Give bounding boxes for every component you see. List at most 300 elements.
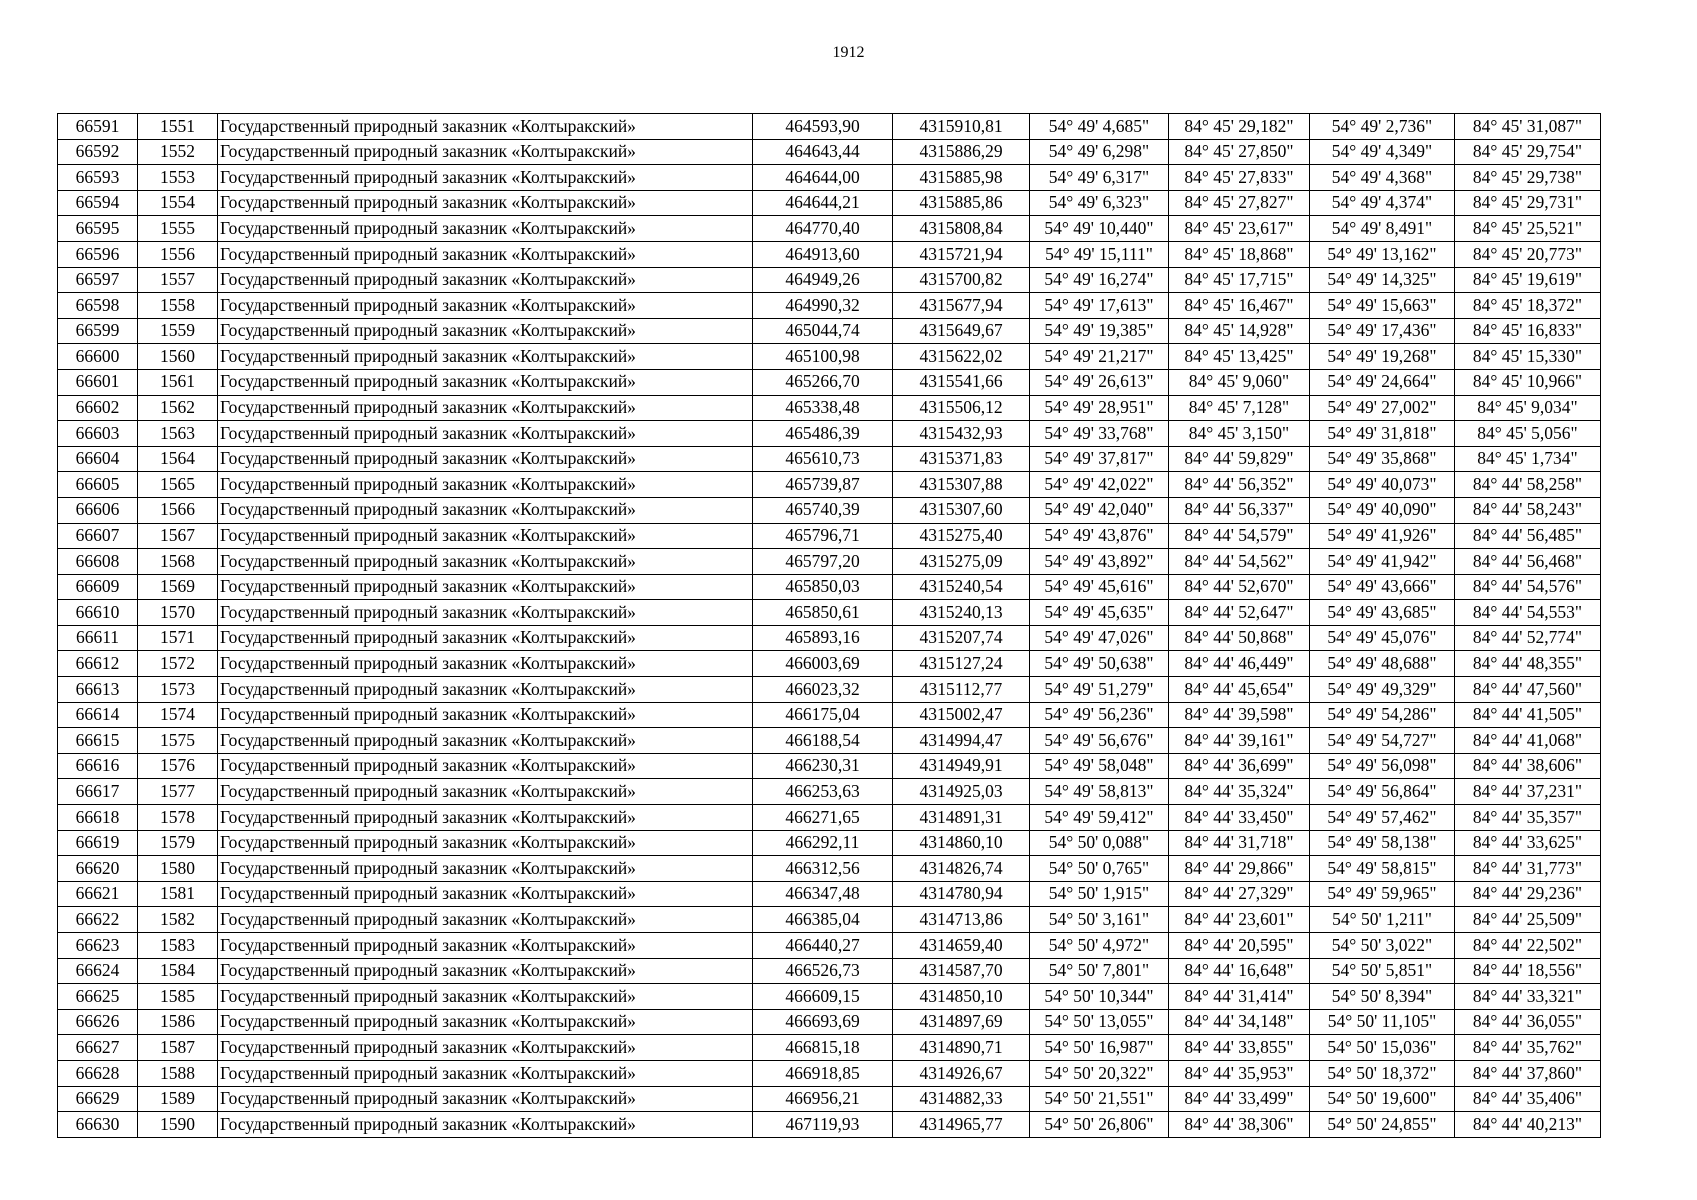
- longitude-2-cell: 84° 45' 29,738": [1455, 165, 1601, 191]
- x-coordinate-cell: 466175,04: [753, 702, 893, 728]
- longitude-1-cell: 84° 45' 7,128": [1169, 395, 1310, 421]
- point-number-cell: 1590: [138, 1112, 218, 1138]
- longitude-1-cell: 84° 45' 14,928": [1169, 318, 1310, 344]
- latitude-2-cell: 54° 50' 11,105": [1310, 1009, 1455, 1035]
- row-id-cell: 66623: [58, 933, 138, 959]
- table-row: [58, 318, 1601, 344]
- longitude-2-cell: 84° 44' 54,576": [1455, 574, 1601, 600]
- x-coordinate-cell: 465797,20: [753, 549, 893, 575]
- latitude-2-cell: 54° 49' 24,664": [1310, 369, 1455, 395]
- y-coordinate-cell: 4314780,94: [893, 881, 1030, 907]
- latitude-2-cell: 54° 49' 54,286": [1310, 702, 1455, 728]
- y-coordinate-cell: 4315112,77: [893, 677, 1030, 703]
- table-row: [58, 933, 1601, 959]
- latitude-1-cell: 54° 50' 16,987": [1030, 1035, 1169, 1061]
- page-number: 1912: [832, 44, 865, 61]
- latitude-2-cell: 54° 50' 3,022": [1310, 933, 1455, 959]
- point-number-cell: 1575: [138, 728, 218, 754]
- latitude-1-cell: 54° 49' 6,317": [1030, 165, 1169, 191]
- latitude-1-cell: 54° 49' 42,022": [1030, 472, 1169, 498]
- longitude-1-cell: 84° 44' 36,699": [1169, 753, 1310, 779]
- x-coordinate-cell: 466023,32: [753, 677, 893, 703]
- latitude-2-cell: 54° 49' 41,926": [1310, 523, 1455, 549]
- point-number-cell: 1585: [138, 984, 218, 1010]
- y-coordinate-cell: 4314850,10: [893, 984, 1030, 1010]
- longitude-2-cell: 84° 45' 29,754": [1455, 139, 1601, 165]
- row-id-cell: 66629: [58, 1086, 138, 1112]
- x-coordinate-cell: 466188,54: [753, 728, 893, 754]
- point-number-cell: 1589: [138, 1086, 218, 1112]
- point-number-cell: 1574: [138, 702, 218, 728]
- x-coordinate-cell: 464593,90: [753, 114, 893, 140]
- name-cell: Государственный природный заказник «Колтыракский»: [218, 677, 753, 703]
- table-row: [58, 114, 1601, 140]
- longitude-1-cell: 84° 45' 27,827": [1169, 190, 1310, 216]
- longitude-2-cell: 84° 44' 58,258": [1455, 472, 1601, 498]
- longitude-1-cell: 84° 45' 13,425": [1169, 344, 1310, 370]
- table-row: [58, 216, 1601, 242]
- longitude-2-cell: 84° 45' 5,056": [1455, 421, 1601, 447]
- longitude-1-cell: 84° 44' 38,306": [1169, 1112, 1310, 1138]
- row-id-cell: 66598: [58, 293, 138, 319]
- x-coordinate-cell: 466440,27: [753, 933, 893, 959]
- longitude-2-cell: 84° 44' 41,068": [1455, 728, 1601, 754]
- point-number-cell: 1561: [138, 369, 218, 395]
- point-number-cell: 1571: [138, 625, 218, 651]
- x-coordinate-cell: 466230,31: [753, 753, 893, 779]
- latitude-2-cell: 54° 49' 4,368": [1310, 165, 1455, 191]
- y-coordinate-cell: 4315207,74: [893, 625, 1030, 651]
- table-row: [58, 369, 1601, 395]
- point-number-cell: 1581: [138, 881, 218, 907]
- name-cell: Государственный природный заказник «Колтыракский»: [218, 1035, 753, 1061]
- latitude-2-cell: 54° 50' 18,372": [1310, 1060, 1455, 1086]
- latitude-1-cell: 54° 49' 56,236": [1030, 702, 1169, 728]
- name-cell: Государственный природный заказник «Колтыракский»: [218, 958, 753, 984]
- table-row: [58, 497, 1601, 523]
- table-row: [58, 779, 1601, 805]
- x-coordinate-cell: 465740,39: [753, 497, 893, 523]
- name-cell: Государственный природный заказник «Колтыракский»: [218, 472, 753, 498]
- longitude-1-cell: 84° 45' 29,182": [1169, 114, 1310, 140]
- point-number-cell: 1559: [138, 318, 218, 344]
- row-id-cell: 66617: [58, 779, 138, 805]
- table-row: [58, 1009, 1601, 1035]
- longitude-1-cell: 84° 45' 9,060": [1169, 369, 1310, 395]
- table-row: [58, 165, 1601, 191]
- longitude-2-cell: 84° 45' 19,619": [1455, 267, 1601, 293]
- latitude-1-cell: 54° 49' 59,412": [1030, 805, 1169, 831]
- longitude-2-cell: 84° 44' 48,355": [1455, 651, 1601, 677]
- row-id-cell: 66616: [58, 753, 138, 779]
- longitude-1-cell: 84° 44' 35,953": [1169, 1060, 1310, 1086]
- point-number-cell: 1578: [138, 805, 218, 831]
- point-number-cell: 1572: [138, 651, 218, 677]
- longitude-2-cell: 84° 44' 41,505": [1455, 702, 1601, 728]
- name-cell: Государственный природный заказник «Колтыракский»: [218, 856, 753, 882]
- row-id-cell: 66612: [58, 651, 138, 677]
- x-coordinate-cell: 466312,56: [753, 856, 893, 882]
- y-coordinate-cell: 4314965,77: [893, 1112, 1030, 1138]
- name-cell: Государственный природный заказник «Колтыракский»: [218, 1060, 753, 1086]
- name-cell: Государственный природный заказник «Колтыракский»: [218, 421, 753, 447]
- point-number-cell: 1566: [138, 497, 218, 523]
- latitude-1-cell: 54° 49' 28,951": [1030, 395, 1169, 421]
- row-id-cell: 66591: [58, 114, 138, 140]
- y-coordinate-cell: 4314994,47: [893, 728, 1030, 754]
- longitude-1-cell: 84° 44' 31,718": [1169, 830, 1310, 856]
- longitude-2-cell: 84° 44' 31,773": [1455, 856, 1601, 882]
- latitude-2-cell: 54° 50' 1,211": [1310, 907, 1455, 933]
- latitude-1-cell: 54° 49' 51,279": [1030, 677, 1169, 703]
- y-coordinate-cell: 4315275,09: [893, 549, 1030, 575]
- latitude-1-cell: 54° 50' 21,551": [1030, 1086, 1169, 1112]
- latitude-2-cell: 54° 49' 43,666": [1310, 574, 1455, 600]
- table-row: [58, 574, 1601, 600]
- name-cell: Государственный природный заказник «Колтыракский»: [218, 369, 753, 395]
- row-id-cell: 66597: [58, 267, 138, 293]
- latitude-2-cell: 54° 49' 54,727": [1310, 728, 1455, 754]
- latitude-2-cell: 54° 49' 41,942": [1310, 549, 1455, 575]
- row-id-cell: 66618: [58, 805, 138, 831]
- longitude-1-cell: 84° 44' 20,595": [1169, 933, 1310, 959]
- longitude-2-cell: 84° 44' 18,556": [1455, 958, 1601, 984]
- row-id-cell: 66610: [58, 600, 138, 626]
- latitude-1-cell: 54° 49' 58,813": [1030, 779, 1169, 805]
- point-number-cell: 1552: [138, 139, 218, 165]
- row-id-cell: 66619: [58, 830, 138, 856]
- latitude-1-cell: 54° 50' 20,322": [1030, 1060, 1169, 1086]
- latitude-1-cell: 54° 49' 26,613": [1030, 369, 1169, 395]
- name-cell: Государственный природный заказник «Колтыракский»: [218, 574, 753, 600]
- latitude-2-cell: 54° 49' 2,736": [1310, 114, 1455, 140]
- longitude-1-cell: 84° 45' 27,850": [1169, 139, 1310, 165]
- longitude-2-cell: 84° 45' 15,330": [1455, 344, 1601, 370]
- longitude-1-cell: 84° 44' 52,670": [1169, 574, 1310, 600]
- point-number-cell: 1584: [138, 958, 218, 984]
- row-id-cell: 66594: [58, 190, 138, 216]
- y-coordinate-cell: 4315002,47: [893, 702, 1030, 728]
- table-row: [58, 190, 1601, 216]
- y-coordinate-cell: 4314659,40: [893, 933, 1030, 959]
- point-number-cell: 1555: [138, 216, 218, 242]
- y-coordinate-cell: 4315307,88: [893, 472, 1030, 498]
- x-coordinate-cell: 466347,48: [753, 881, 893, 907]
- y-coordinate-cell: 4314949,91: [893, 753, 1030, 779]
- row-id-cell: 66596: [58, 241, 138, 267]
- longitude-1-cell: 84° 44' 33,450": [1169, 805, 1310, 831]
- longitude-2-cell: 84° 45' 29,731": [1455, 190, 1601, 216]
- name-cell: Государственный природный заказник «Колтыракский»: [218, 933, 753, 959]
- row-id-cell: 66600: [58, 344, 138, 370]
- y-coordinate-cell: 4314882,33: [893, 1086, 1030, 1112]
- row-id-cell: 66603: [58, 421, 138, 447]
- name-cell: Государственный природный заказник «Колтыракский»: [218, 753, 753, 779]
- row-id-cell: 66604: [58, 446, 138, 472]
- longitude-1-cell: 84° 44' 50,868": [1169, 625, 1310, 651]
- longitude-2-cell: 84° 45' 20,773": [1455, 241, 1601, 267]
- row-id-cell: 66627: [58, 1035, 138, 1061]
- longitude-1-cell: 84° 45' 3,150": [1169, 421, 1310, 447]
- x-coordinate-cell: 467119,93: [753, 1112, 893, 1138]
- latitude-2-cell: 54° 50' 24,855": [1310, 1112, 1455, 1138]
- latitude-1-cell: 54° 49' 15,111": [1030, 241, 1169, 267]
- point-number-cell: 1570: [138, 600, 218, 626]
- name-cell: Государственный природный заказник «Колтыракский»: [218, 114, 753, 140]
- latitude-2-cell: 54° 49' 48,688": [1310, 651, 1455, 677]
- x-coordinate-cell: 466609,15: [753, 984, 893, 1010]
- point-number-cell: 1565: [138, 472, 218, 498]
- longitude-1-cell: 84° 44' 33,499": [1169, 1086, 1310, 1112]
- longitude-2-cell: 84° 45' 10,966": [1455, 369, 1601, 395]
- table-row: [58, 728, 1601, 754]
- x-coordinate-cell: 465610,73: [753, 446, 893, 472]
- name-cell: Государственный природный заказник «Колтыракский»: [218, 907, 753, 933]
- longitude-1-cell: 84° 44' 35,324": [1169, 779, 1310, 805]
- name-cell: Государственный природный заказник «Колтыракский»: [218, 728, 753, 754]
- latitude-2-cell: 54° 50' 5,851": [1310, 958, 1455, 984]
- table-row: [58, 1112, 1601, 1138]
- table-row: [58, 241, 1601, 267]
- name-cell: Государственный природный заказник «Колтыракский»: [218, 139, 753, 165]
- point-number-cell: 1583: [138, 933, 218, 959]
- y-coordinate-cell: 4315275,40: [893, 523, 1030, 549]
- longitude-2-cell: 84° 44' 37,860": [1455, 1060, 1601, 1086]
- x-coordinate-cell: 465893,16: [753, 625, 893, 651]
- row-id-cell: 66624: [58, 958, 138, 984]
- name-cell: Государственный природный заказник «Колтыракский»: [218, 241, 753, 267]
- row-id-cell: 66621: [58, 881, 138, 907]
- name-cell: Государственный природный заказник «Колтыракский»: [218, 267, 753, 293]
- latitude-1-cell: 54° 49' 17,613": [1030, 293, 1169, 319]
- y-coordinate-cell: 4315677,94: [893, 293, 1030, 319]
- x-coordinate-cell: 465850,61: [753, 600, 893, 626]
- latitude-1-cell: 54° 50' 10,344": [1030, 984, 1169, 1010]
- point-number-cell: 1586: [138, 1009, 218, 1035]
- point-number-cell: 1558: [138, 293, 218, 319]
- longitude-1-cell: 84° 44' 39,598": [1169, 702, 1310, 728]
- longitude-2-cell: 84° 44' 33,625": [1455, 830, 1601, 856]
- longitude-1-cell: 84° 44' 16,648": [1169, 958, 1310, 984]
- latitude-2-cell: 54° 49' 56,864": [1310, 779, 1455, 805]
- longitude-1-cell: 84° 45' 23,617": [1169, 216, 1310, 242]
- point-number-cell: 1556: [138, 241, 218, 267]
- y-coordinate-cell: 4315721,94: [893, 241, 1030, 267]
- y-coordinate-cell: 4315649,67: [893, 318, 1030, 344]
- latitude-2-cell: 54° 49' 49,329": [1310, 677, 1455, 703]
- table-row: [58, 856, 1601, 882]
- x-coordinate-cell: 464643,44: [753, 139, 893, 165]
- name-cell: Государственный природный заказник «Колтыракский»: [218, 523, 753, 549]
- x-coordinate-cell: 464913,60: [753, 241, 893, 267]
- name-cell: Государственный природный заказник «Колтыракский»: [218, 1086, 753, 1112]
- x-coordinate-cell: 464770,40: [753, 216, 893, 242]
- y-coordinate-cell: 4315127,24: [893, 651, 1030, 677]
- x-coordinate-cell: 465338,48: [753, 395, 893, 421]
- longitude-2-cell: 84° 44' 40,213": [1455, 1112, 1601, 1138]
- point-number-cell: 1567: [138, 523, 218, 549]
- longitude-1-cell: 84° 45' 16,467": [1169, 293, 1310, 319]
- longitude-1-cell: 84° 45' 18,868": [1169, 241, 1310, 267]
- table-row: [58, 907, 1601, 933]
- longitude-2-cell: 84° 44' 54,553": [1455, 600, 1601, 626]
- longitude-2-cell: 84° 44' 56,468": [1455, 549, 1601, 575]
- latitude-1-cell: 54° 49' 47,026": [1030, 625, 1169, 651]
- longitude-1-cell: 84° 45' 17,715": [1169, 267, 1310, 293]
- point-number-cell: 1553: [138, 165, 218, 191]
- point-number-cell: 1557: [138, 267, 218, 293]
- longitude-1-cell: 84° 44' 31,414": [1169, 984, 1310, 1010]
- longitude-1-cell: 84° 44' 23,601": [1169, 907, 1310, 933]
- table-row: [58, 523, 1601, 549]
- y-coordinate-cell: 4314890,71: [893, 1035, 1030, 1061]
- latitude-1-cell: 54° 49' 21,217": [1030, 344, 1169, 370]
- table-row: [58, 395, 1601, 421]
- name-cell: Государственный природный заказник «Колтыракский»: [218, 190, 753, 216]
- point-number-cell: 1562: [138, 395, 218, 421]
- point-number-cell: 1568: [138, 549, 218, 575]
- latitude-2-cell: 54° 49' 4,374": [1310, 190, 1455, 216]
- x-coordinate-cell: 465266,70: [753, 369, 893, 395]
- name-cell: Государственный природный заказник «Колтыракский»: [218, 293, 753, 319]
- longitude-1-cell: 84° 44' 29,866": [1169, 856, 1310, 882]
- name-cell: Государственный природный заказник «Колтыракский»: [218, 805, 753, 831]
- latitude-1-cell: 54° 50' 4,972": [1030, 933, 1169, 959]
- row-id-cell: 66599: [58, 318, 138, 344]
- latitude-2-cell: 54° 49' 8,491": [1310, 216, 1455, 242]
- longitude-2-cell: 84° 44' 35,406": [1455, 1086, 1601, 1112]
- point-number-cell: 1582: [138, 907, 218, 933]
- row-id-cell: 66592: [58, 139, 138, 165]
- longitude-1-cell: 84° 44' 52,647": [1169, 600, 1310, 626]
- latitude-2-cell: 54° 49' 15,663": [1310, 293, 1455, 319]
- latitude-1-cell: 54° 49' 43,892": [1030, 549, 1169, 575]
- longitude-1-cell: 84° 44' 45,654": [1169, 677, 1310, 703]
- y-coordinate-cell: 4314891,31: [893, 805, 1030, 831]
- row-id-cell: 66602: [58, 395, 138, 421]
- longitude-2-cell: 84° 44' 36,055": [1455, 1009, 1601, 1035]
- x-coordinate-cell: 465850,03: [753, 574, 893, 600]
- table-row: [58, 984, 1601, 1010]
- y-coordinate-cell: 4314926,67: [893, 1060, 1030, 1086]
- row-id-cell: 66626: [58, 1009, 138, 1035]
- x-coordinate-cell: 466271,65: [753, 805, 893, 831]
- x-coordinate-cell: 466292,11: [753, 830, 893, 856]
- x-coordinate-cell: 466003,69: [753, 651, 893, 677]
- name-cell: Государственный природный заказник «Колтыракский»: [218, 395, 753, 421]
- x-coordinate-cell: 464949,26: [753, 267, 893, 293]
- table-row: [58, 267, 1601, 293]
- latitude-1-cell: 54° 49' 45,616": [1030, 574, 1169, 600]
- point-number-cell: 1576: [138, 753, 218, 779]
- point-number-cell: 1587: [138, 1035, 218, 1061]
- table-row: [58, 421, 1601, 447]
- x-coordinate-cell: 465486,39: [753, 421, 893, 447]
- name-cell: Государственный природный заказник «Колтыракский»: [218, 497, 753, 523]
- latitude-2-cell: 54° 49' 59,965": [1310, 881, 1455, 907]
- row-id-cell: 66605: [58, 472, 138, 498]
- table-row: [58, 958, 1601, 984]
- x-coordinate-cell: 464644,21: [753, 190, 893, 216]
- longitude-2-cell: 84° 44' 47,560": [1455, 677, 1601, 703]
- y-coordinate-cell: 4315240,54: [893, 574, 1030, 600]
- longitude-2-cell: 84° 45' 1,734": [1455, 446, 1601, 472]
- longitude-2-cell: 84° 45' 9,034": [1455, 395, 1601, 421]
- point-number-cell: 1577: [138, 779, 218, 805]
- longitude-2-cell: 84° 44' 35,357": [1455, 805, 1601, 831]
- latitude-2-cell: 54° 49' 17,436": [1310, 318, 1455, 344]
- name-cell: Государственный природный заказник «Колтыракский»: [218, 446, 753, 472]
- name-cell: Государственный природный заказник «Колтыракский»: [218, 625, 753, 651]
- latitude-2-cell: 54° 49' 40,073": [1310, 472, 1455, 498]
- latitude-2-cell: 54° 49' 45,076": [1310, 625, 1455, 651]
- table-row: [58, 651, 1601, 677]
- y-coordinate-cell: 4315700,82: [893, 267, 1030, 293]
- longitude-1-cell: 84° 44' 27,329": [1169, 881, 1310, 907]
- latitude-1-cell: 54° 49' 19,385": [1030, 318, 1169, 344]
- name-cell: Государственный природный заказник «Колтыракский»: [218, 165, 753, 191]
- latitude-1-cell: 54° 50' 13,055": [1030, 1009, 1169, 1035]
- x-coordinate-cell: 465044,74: [753, 318, 893, 344]
- y-coordinate-cell: 4314925,03: [893, 779, 1030, 805]
- name-cell: Государственный природный заказник «Колтыракский»: [218, 600, 753, 626]
- latitude-1-cell: 54° 49' 45,635": [1030, 600, 1169, 626]
- y-coordinate-cell: 4314860,10: [893, 830, 1030, 856]
- point-number-cell: 1580: [138, 856, 218, 882]
- row-id-cell: 66593: [58, 165, 138, 191]
- name-cell: Государственный природный заказник «Колтыракский»: [218, 216, 753, 242]
- row-id-cell: 66607: [58, 523, 138, 549]
- x-coordinate-cell: 465739,87: [753, 472, 893, 498]
- coordinates-table: [57, 113, 1601, 1138]
- table-row: [58, 293, 1601, 319]
- latitude-1-cell: 54° 50' 3,161": [1030, 907, 1169, 933]
- row-id-cell: 66615: [58, 728, 138, 754]
- longitude-1-cell: 84° 44' 59,829": [1169, 446, 1310, 472]
- table-row: [58, 600, 1601, 626]
- latitude-1-cell: 54° 49' 56,676": [1030, 728, 1169, 754]
- latitude-1-cell: 54° 49' 37,817": [1030, 446, 1169, 472]
- name-cell: Государственный природный заказник «Колтыракский»: [218, 984, 753, 1010]
- y-coordinate-cell: 4315307,60: [893, 497, 1030, 523]
- latitude-2-cell: 54° 49' 57,462": [1310, 805, 1455, 831]
- row-id-cell: 66611: [58, 625, 138, 651]
- latitude-2-cell: 54° 49' 35,868": [1310, 446, 1455, 472]
- table-row: [58, 830, 1601, 856]
- latitude-1-cell: 54° 49' 10,440": [1030, 216, 1169, 242]
- name-cell: Государственный природный заказник «Колтыракский»: [218, 318, 753, 344]
- name-cell: Государственный природный заказник «Колтыракский»: [218, 702, 753, 728]
- latitude-2-cell: 54° 49' 58,815": [1310, 856, 1455, 882]
- y-coordinate-cell: 4315910,81: [893, 114, 1030, 140]
- latitude-1-cell: 54° 49' 6,323": [1030, 190, 1169, 216]
- table-row: [58, 549, 1601, 575]
- point-number-cell: 1569: [138, 574, 218, 600]
- y-coordinate-cell: 4314826,74: [893, 856, 1030, 882]
- y-coordinate-cell: 4314897,69: [893, 1009, 1030, 1035]
- table-row: [58, 139, 1601, 165]
- latitude-2-cell: 54° 49' 4,349": [1310, 139, 1455, 165]
- name-cell: Государственный природный заказник «Колтыракский»: [218, 779, 753, 805]
- latitude-2-cell: 54° 50' 8,394": [1310, 984, 1455, 1010]
- name-cell: Государственный природный заказник «Колтыракский»: [218, 651, 753, 677]
- name-cell: Государственный природный заказник «Колтыракский»: [218, 344, 753, 370]
- latitude-2-cell: 54° 49' 27,002": [1310, 395, 1455, 421]
- row-id-cell: 66601: [58, 369, 138, 395]
- x-coordinate-cell: 465100,98: [753, 344, 893, 370]
- longitude-1-cell: 84° 44' 56,352": [1169, 472, 1310, 498]
- latitude-2-cell: 54° 50' 19,600": [1310, 1086, 1455, 1112]
